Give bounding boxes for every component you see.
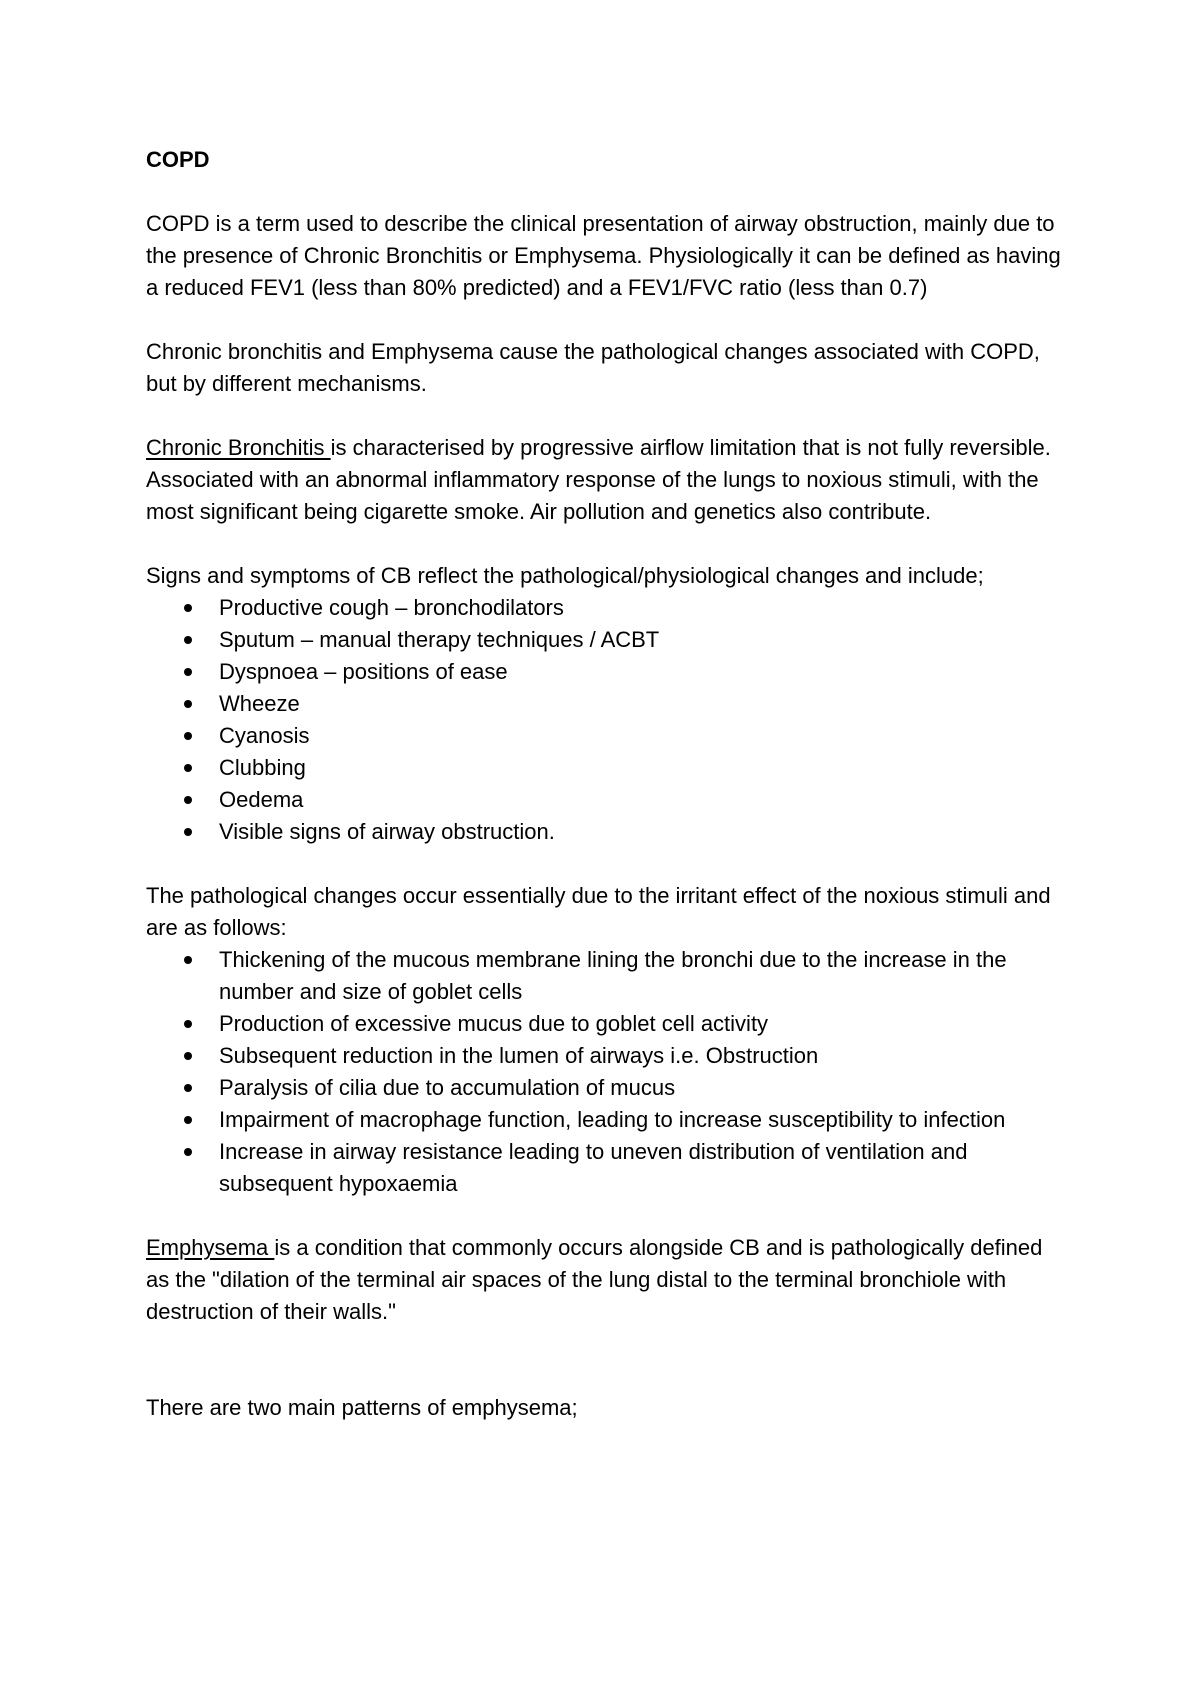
- bullet-icon: [184, 1116, 192, 1124]
- bullet-icon: [184, 700, 192, 708]
- changes-intro: The pathological changes occur essentially due to the irritant effect of the noxious stimuli and are as follows:: [146, 883, 1051, 940]
- list-item: [146, 1040, 1066, 1072]
- list-item-text: Production of excessive mucus due to goblet cell activity: [219, 1011, 769, 1036]
- list-item-text: Wheeze: [219, 691, 300, 716]
- list-item-text: Visible signs of airway obstruction.: [219, 819, 555, 844]
- mechanisms-paragraph: Chronic bronchitis and Emphysema cause the pathological changes associated with COPD, but by different mechanisms.: [146, 339, 1040, 396]
- list-item-text: Oedema: [219, 787, 304, 812]
- list-item: [146, 784, 1066, 816]
- list-item-text: Dyspnoea – positions of ease: [219, 659, 508, 684]
- list-item: [146, 688, 1066, 720]
- bullet-icon: [184, 1052, 192, 1060]
- list-item-text: Impairment of macrophage function, leading to increase susceptibility to infection: [219, 1107, 1006, 1132]
- list-item-text: Thickening of the mucous membrane lining the bronchi due to the increase in the number and size of goblet cells: [219, 947, 1007, 1004]
- patterns-paragraph: There are two main patterns of emphysema;: [146, 1395, 578, 1420]
- bullet-icon: [184, 764, 192, 772]
- emphysema-term: Emphysema: [146, 1235, 275, 1260]
- list-item: [146, 1136, 1066, 1200]
- bullet-icon: [184, 1148, 192, 1156]
- list-item: [146, 816, 1066, 848]
- list-item: [146, 752, 1066, 784]
- bullet-icon: [184, 828, 192, 836]
- bullet-icon: [184, 636, 192, 644]
- list-item-text: Clubbing: [219, 755, 306, 780]
- list-item: [146, 624, 1066, 656]
- list-item-text: Subsequent reduction in the lumen of airways i.e. Obstruction: [219, 1043, 819, 1068]
- list-item-text: Paralysis of cilia due to accumulation of mucus: [219, 1075, 676, 1100]
- list-item-text: Cyanosis: [219, 723, 310, 748]
- bullet-icon: [184, 796, 192, 804]
- document-body: [146, 144, 1066, 1456]
- list-item: [146, 1104, 1066, 1136]
- list-item: [146, 720, 1066, 752]
- bullet-icon: [184, 1020, 192, 1028]
- document-title: COPD: [146, 147, 210, 172]
- chronic-bronchitis-paragraph: [146, 432, 1066, 528]
- chronic-bronchitis-definition: is characterised by progressive airflow limitation that is not fully reversible. Associated with an abnormal inflammatory response of the lungs to noxious stimuli, with the most significant being cigarette smoke. Air pollution and genetics also contribute.: [146, 435, 1051, 524]
- bullet-icon: [184, 604, 192, 612]
- blank-line: [146, 1360, 1066, 1392]
- list-item-text: Increase in airway resistance leading to uneven distribution of ventilation and subsequent hypoxaemia: [219, 1139, 968, 1196]
- list-item-text: Sputum – manual therapy techniques / ACBT: [219, 627, 660, 652]
- list-item: [146, 1072, 1066, 1104]
- bullet-icon: [184, 1084, 192, 1092]
- bullet-icon: [184, 668, 192, 676]
- signs-list: [146, 592, 1066, 848]
- list-item: [146, 592, 1066, 624]
- list-item: [146, 1008, 1066, 1040]
- emphysema-paragraph: [146, 1232, 1066, 1328]
- bullet-icon: [184, 956, 192, 964]
- list-item-text: Productive cough – bronchodilators: [219, 595, 564, 620]
- intro-paragraph: COPD is a term used to describe the clinical presentation of airway obstruction, mainly due to the presence of Chronic Bronchitis or Emphysema. Physiologically it can be defined as having a reduced FEV1 (less than 80% predicted) and a FEV1/FVC ratio (less than 0.7): [146, 211, 1061, 300]
- emphysema-definition: is a condition that commonly occurs alongside CB and is pathologically defined as the "dilation of the terminal air spaces of the lung distal to the terminal bronchiole with destruction of their walls.": [146, 1235, 1043, 1324]
- changes-list: [146, 944, 1066, 1200]
- list-item: [146, 944, 1066, 1008]
- chronic-bronchitis-term: Chronic Bronchitis: [146, 435, 331, 460]
- signs-intro: Signs and symptoms of CB reflect the pathological/physiological changes and include;: [146, 563, 984, 588]
- list-item: [146, 656, 1066, 688]
- bullet-icon: [184, 732, 192, 740]
